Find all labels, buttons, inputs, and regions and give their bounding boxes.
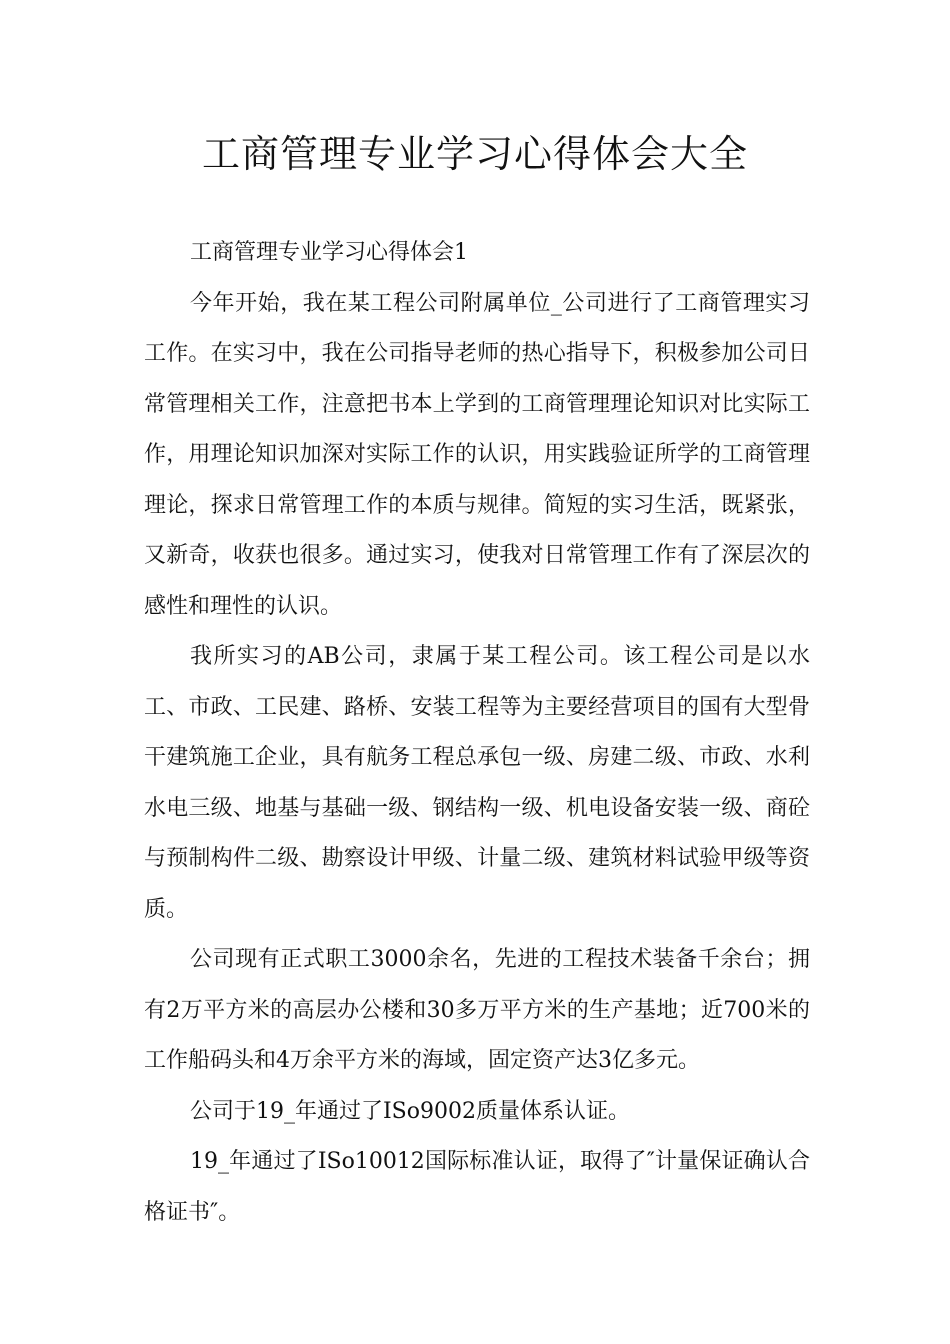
document-title: 工商管理专业学习心得体会大全 bbox=[201, 132, 748, 176]
paragraph-internship-intro: 今年开始，我在某工程公司附属单位_公司进行了工商管理实习工作。在实习中，我在公司指导老师的热心指导下，积极参加公司日常管理相关工作，注意把书本上学到的工商管理理论知识对比实际工作，用理论知识加深对实际工作的认识，用实践验证所学的工商管理理论，探求日常管理工作的本质与规律。简短的实习生活，既紧张，又新奇，收获也很多。通过实习，使我对日常管理工作有了深层次的感性和理性的认识。 bbox=[144, 290, 810, 619]
document-body bbox=[144, 228, 810, 1238]
paragraph-iso10012: 19_年通过了ISo10012国际标准认证，取得了″计量保证确认合格证书″。 bbox=[144, 1149, 810, 1225]
paragraph-company-profile: 我所实习的AB公司，隶属于某工程公司。该工程公司是以水工、市政、工民建、路桥、安装工程等为主要经营项目的国有大型骨干建筑施工企业，具有航务工程总承包一级、房建二级、市政、水利水电三级、地基与基础一级、钢结构一级、机电设备安装一级、商砼与预制构件二级、勘察设计甲级、计量二级、建筑材料试验甲级等资质。 bbox=[144, 644, 810, 922]
section-heading: 工商管理专业学习心得体会1 bbox=[190, 240, 468, 265]
paragraph-company-assets: 公司现有正式职工3000余名，先进的工程技术装备千余台；拥有2万平方米的高层办公楼和30多万平方米的生产基地；近700米的工作船码头和4万余平方米的海域，固定资产达3亿多元。 bbox=[144, 947, 810, 1073]
paragraph-iso9002: 公司于19_年通过了ISo9002质量体系认证。 bbox=[190, 1098, 630, 1124]
